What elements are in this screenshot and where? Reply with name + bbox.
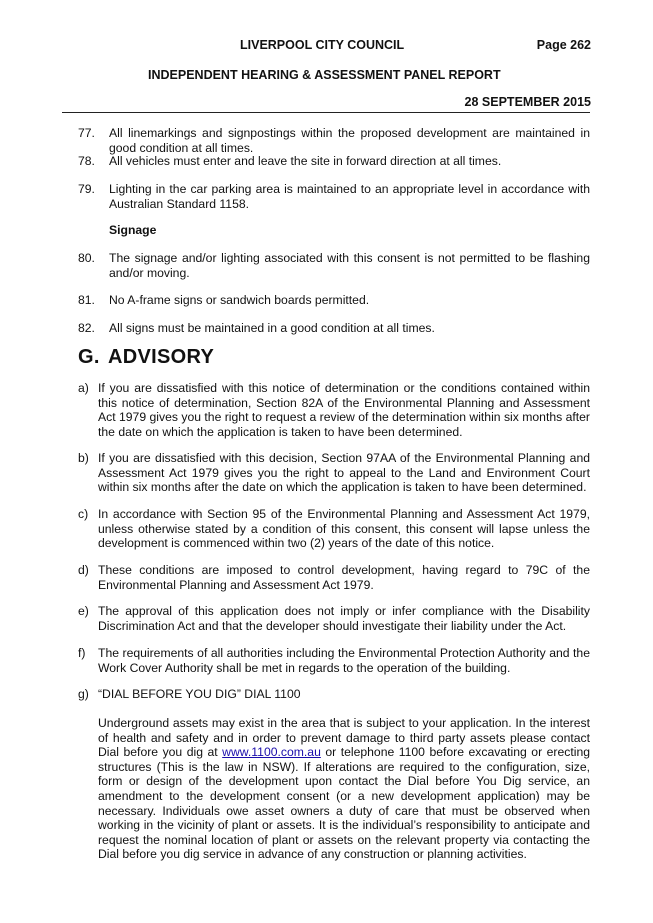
condition-text: Lighting in the car parking area is maintained to an appropriate level in accordance with Australian Standard 1158.	[109, 182, 590, 211]
dial-before-you-dig-paragraph	[98, 716, 590, 862]
condition-81	[78, 293, 590, 308]
advisory-item-c	[78, 507, 590, 551]
condition-82	[78, 321, 590, 336]
section-title: ADVISORY	[108, 346, 215, 368]
item-text: If you are dissatisfied with this decision, Section 97AA of the Environmental Planning and Assessment Act 1979 gives you the right to appeal to the Land and Environment Court within six months after the date on which the application is taken to have been determined.	[98, 451, 590, 495]
dbyd-link[interactable]: www.1100.com.au	[222, 745, 321, 760]
item-label: b)	[78, 451, 89, 465]
item-label: c)	[78, 507, 89, 521]
item-text: In accordance with Section 95 of the Environmental Planning and Assessment Act 1979, unless otherwise stated by a condition of this consent, this consent will lapse unless the development is commenced within two (2) years of the date of this notice.	[98, 507, 590, 551]
condition-80	[78, 251, 590, 280]
report-title: INDEPENDENT HEARING & ASSESSMENT PANEL REPORT	[148, 68, 501, 82]
condition-number: 79.	[78, 182, 95, 196]
condition-79	[78, 182, 590, 211]
advisory-item-g	[78, 687, 590, 702]
condition-number: 80.	[78, 251, 95, 265]
item-text: “DIAL BEFORE YOU DIG” DIAL 1100	[98, 687, 301, 701]
item-label: d)	[78, 563, 89, 577]
condition-text: No A-frame signs or sandwich boards permitted.	[109, 293, 370, 307]
item-text: If you are dissatisfied with this notice of determination or the conditions contained within this notice of determination, Section 82A of the Environmental Planning and Assessment Act 1979 gives you the right to request a review of the determination within six months after the date on which the application is taken to have been determined.	[98, 381, 590, 439]
dbyd-text-before: Underground assets may exist in the area that is subject to your application. In the interest of health and safety and in order to prevent damage to third party assets please contact Dial before you dig at	[98, 716, 590, 760]
header-divider	[62, 112, 590, 113]
report-date: 28 SEPTEMBER 2015	[464, 95, 591, 109]
advisory-item-f	[78, 646, 590, 675]
advisory-item-a	[78, 381, 590, 439]
condition-number: 77.	[78, 126, 95, 140]
condition-number: 78.	[78, 154, 95, 168]
item-text: These conditions are imposed to control development, having regard to 79C of the Environmental Planning and Assessment Act 1979.	[98, 563, 590, 592]
signage-heading: Signage	[109, 223, 157, 237]
item-label: g)	[78, 687, 89, 701]
condition-text: All vehicles must enter and leave the site in forward direction at all times.	[109, 154, 502, 168]
condition-number: 82.	[78, 321, 95, 335]
advisory-heading	[78, 346, 214, 369]
section-letter: G.	[78, 346, 100, 368]
condition-text: All signs must be maintained in a good condition at all times.	[109, 321, 435, 335]
advisory-item-b	[78, 451, 590, 495]
condition-77	[78, 126, 590, 155]
item-label: e)	[78, 604, 89, 618]
page-number: Page 262	[536, 38, 591, 52]
condition-text: The signage and/or lighting associated with this consent is not permitted to be flashing and/or moving.	[109, 251, 590, 280]
advisory-item-d	[78, 563, 590, 592]
condition-number: 81.	[78, 293, 95, 307]
item-text: The approval of this application does not imply or infer compliance with the Disability Discrimination Act and that the developer should investigate their liability under the Act.	[98, 604, 590, 633]
condition-78	[78, 154, 590, 169]
condition-text: All linemarkings and signpostings within the proposed development are maintained in good condition at all times.	[109, 126, 590, 155]
dbyd-text-after: or telephone 1100 before excavating or erecting structures (This is the law in NSW). If alterations are required to the configuration, size, form or design of the development upon contact the Dial before You Dig service, an amendment to the development consent (or a new development application) may be necessary. Individuals owe asset owners a duty of care that must be observed when working in the vicinity of plant or assets. It is the individual’s responsibility to anticipate and request the nominal location of plant or assets on the relevant property via contacting the Dial before you dig service in advance of any construction or planning activities.	[98, 745, 591, 862]
item-text: The requirements of all authorities including the Environmental Protection Authority and the Work Cover Authority shall be met in regards to the operation of the building.	[98, 646, 590, 675]
item-label: f)	[78, 646, 86, 660]
council-name: LIVERPOOL CITY COUNCIL	[240, 38, 405, 52]
item-label: a)	[78, 381, 89, 395]
advisory-item-e	[78, 604, 590, 633]
